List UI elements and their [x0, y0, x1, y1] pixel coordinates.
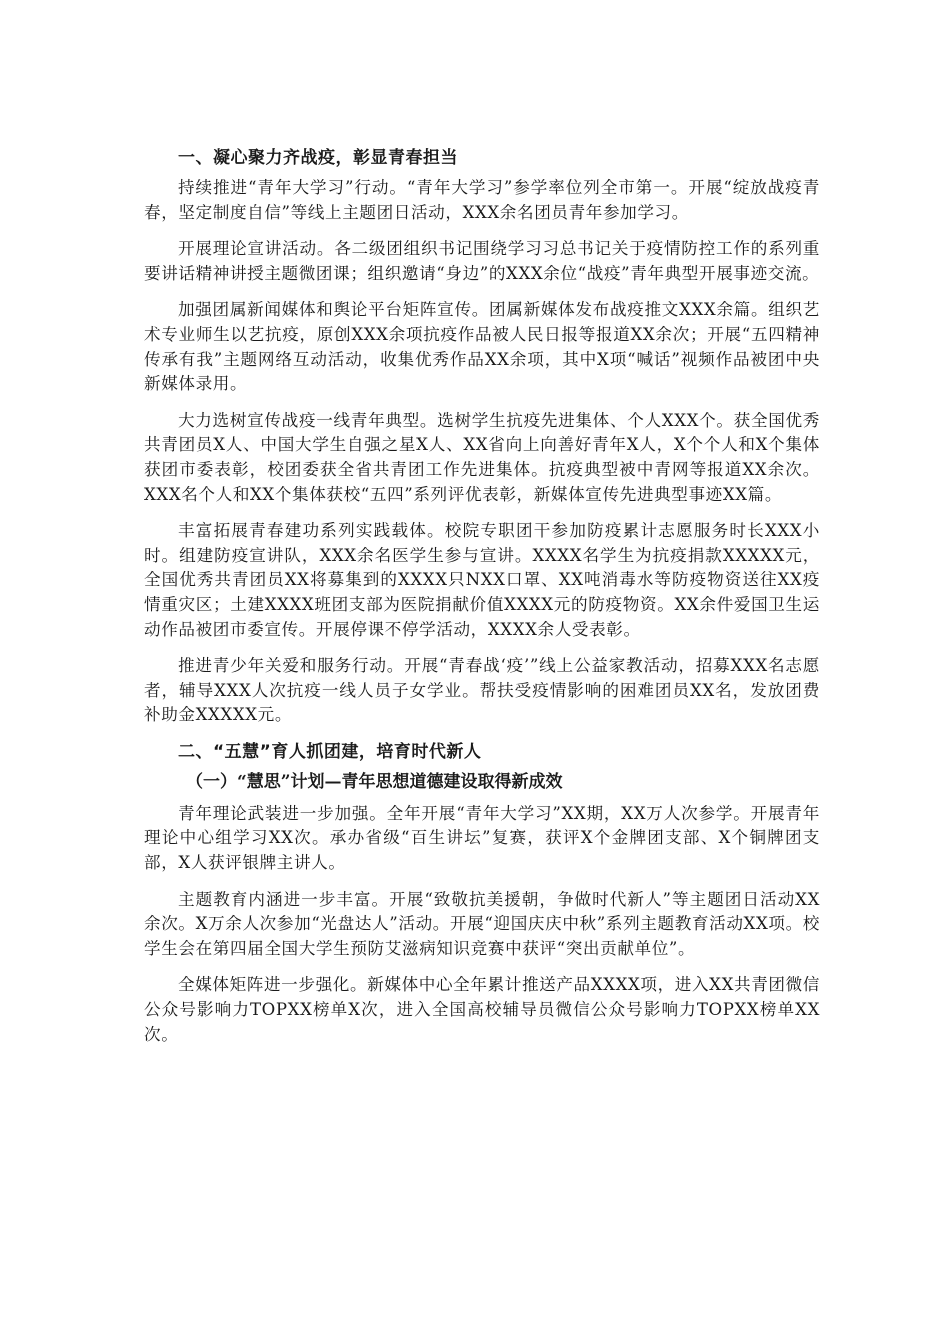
paragraph: 主题教育内涵进一步丰富。开展“致敬抗美援朝，争做时代新人”等主题团日活动XX余次。X万余人次参加“光盘达人”活动。开展“迎国庆庆中秋”系列主题教育活动XX项。校学生会在第四届全国大学生预防艾滋病知识竞赛中获评“突出贡献单位”。	[144, 889, 820, 958]
paragraph: 开展理论宣讲活动。各二级团组织书记围绕学习习总书记关于疫情防控工作的系列重要讲话精神讲授主题微团课；组织邀请“身边”的XXX余位“战疫”青年典型开展事迹交流。	[144, 239, 820, 283]
paragraph: 青年理论武装进一步加强。全年开展“青年大学习”XX期，XX万人次参学。开展青年理论中心组学习XX次。承办省级“百生讲坛”复赛，获评X个金牌团支部、X个铜牌团支部，X人获评银牌主讲人。	[144, 803, 820, 873]
section-heading-1: 一、凝心聚力齐战疫，彰显青春担当	[178, 148, 458, 168]
section-heading-2: 二、“五慧”育人抓团建，培育时代新人	[178, 741, 482, 762]
subsection-heading: （一）“慧思”计划—青年思想道德建设取得新成效	[186, 771, 563, 792]
paragraph: 全媒体矩阵进一步强化。新媒体中心全年累计推送产品XXXX项，进入XX共青团微信公众号影响力TOPXX榜单X次，进入全国高校辅导员微信公众号影响力TOPXX榜单XX次。	[144, 975, 820, 1044]
paragraph: 加强团属新闻媒体和舆论平台矩阵宣传。团属新媒体发布战疫推文XXX余篇。组织艺术专业师生以艺抗疫，原创XXX余项抗疫作品被人民日报等报道XX余次；开展“五四精神传承有我”主题网络互动活动，收集优秀作品XX余项，其中X项“喊话”视频作品被团中央新媒体录用。	[144, 300, 820, 394]
paragraph: 持续推进“青年大学习”行动。“青年大学习”参学率位列全市第一。开展“绽放战疫青春，坚定制度自信”等线上主题团日活动，XXX余名团员青年参加学习。	[144, 178, 820, 222]
document-page	[144, 146, 820, 1059]
paragraph: 推进青少年关爱和服务行动。开展“青春战‘疫’”线上公益家教活动，招募XXX名志愿者，辅导XXX人次抗疫一线人员子女学业。帮扶受疫情影响的困难团员XX名，发放团费补助金XXXXX元。	[144, 656, 820, 725]
paragraph: 大力选树宣传战疫一线青年典型。选树学生抗疫先进集体、个人XXX个。获全国优秀共青团员X人、中国大学生自强之星X人、XX省向上向善好青年X人，X个个人和X个集体获团市委表彰，校团委获全省共青团工作先进集体。抗疫典型被中青网等报道XX余次。XXX名个人和XX个集体获校“五四”系列评优表彰，新媒体宣传先进典型事迹XX篇。	[144, 410, 820, 504]
paragraph: 丰富拓展青春建功系列实践载体。校院专职团干参加防疫累计志愿服务时长XXX小时。组建防疫宣讲队，XXX余名医学生参与宣讲。XXXX名学生为抗疫捐款XXXXX元，全国优秀共青团员XX将募集到的XXXX只NXX口罩、XX吨消毒水等防疫物资送往XX疫情重灾区；土建XXXX班团支部为医院捐献价值XXXX元的防疫物资。XX余件爱国卫生运动作品被团市委宣传。开展停课不停学活动，XXXX余人受表彰。	[144, 521, 820, 639]
